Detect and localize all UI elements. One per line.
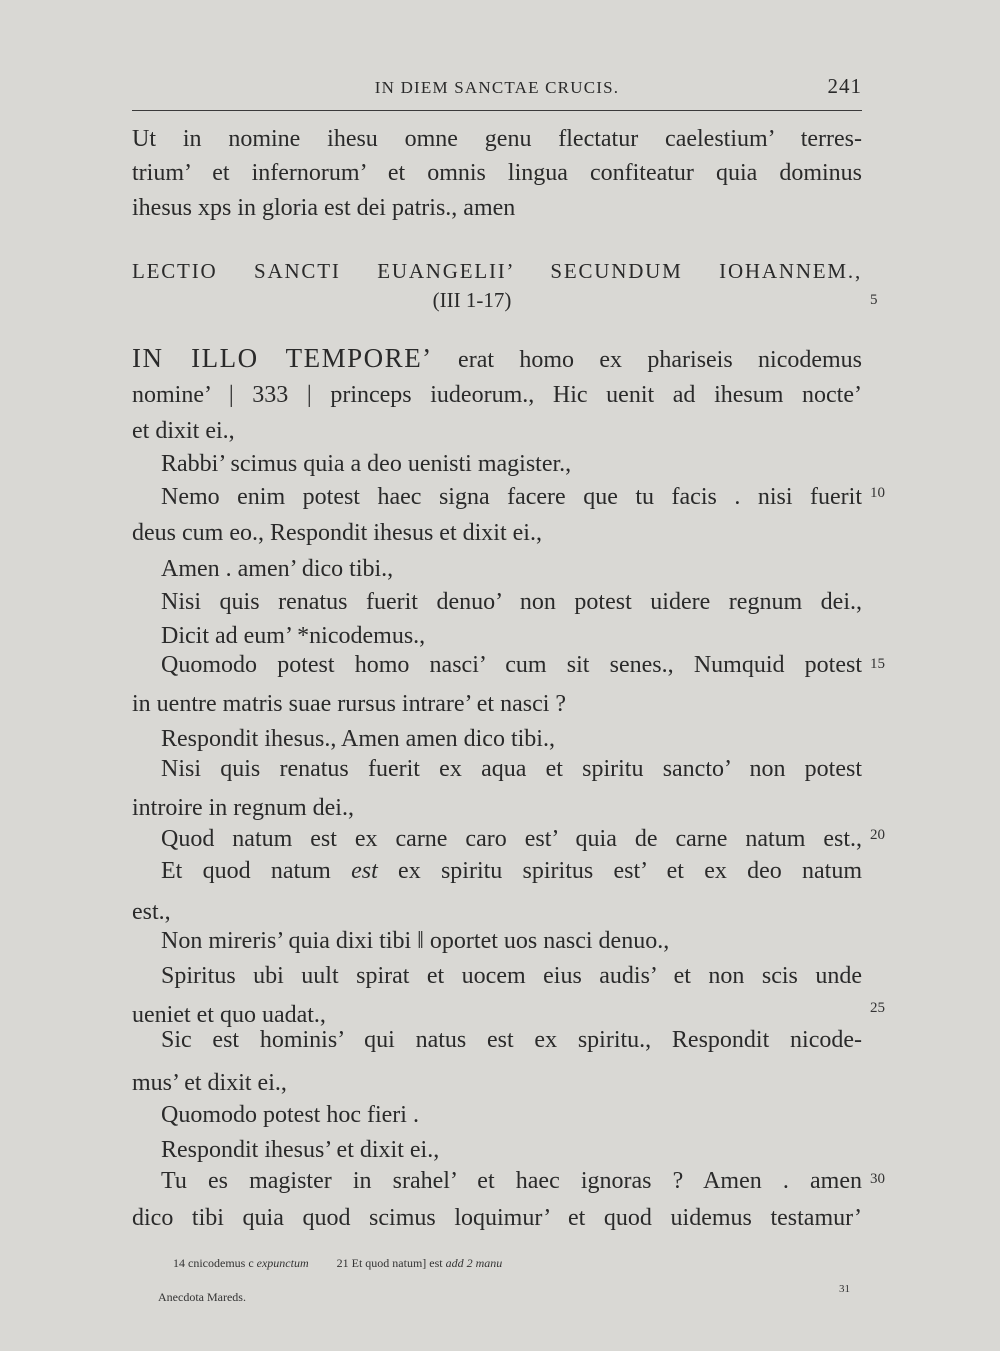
line-number: 15 xyxy=(870,656,885,672)
footnote-14: 14 cnicodemus c xyxy=(173,1256,254,1270)
text-line: trium’ et infernorum’ et omnis lingua confiteatur quia dominus xyxy=(132,160,862,186)
text-segment: ex spiritu spiritus est’ et ex deo natum xyxy=(398,858,863,884)
footnotes xyxy=(173,1256,502,1271)
page-header xyxy=(132,74,862,102)
text-line: introire in regnum dei., xyxy=(132,795,354,821)
header-rule xyxy=(132,110,862,111)
text-line: ueniet et quo uadat., xyxy=(132,1002,326,1028)
line-number: 5 xyxy=(870,292,878,308)
italic-word: est xyxy=(351,858,378,884)
text-line: in uentre matris suae rursus intrare’ et nasci ? xyxy=(132,691,567,717)
text-segment: erat homo ex phariseis nicodemus xyxy=(458,347,863,373)
text-line: ihesus xps in gloria est dei patris., amen xyxy=(132,195,516,221)
footnote-21: 21 Et quod natum] est xyxy=(336,1256,443,1270)
lection-reference: (III 1-17) xyxy=(432,288,512,312)
text-line: Rabbi’ scimus quia a deo uenisti magister., xyxy=(161,451,572,477)
text-line: Respondit ihesus., Amen amen dico tibi., xyxy=(161,726,555,752)
text-line: mus’ et dixit ei., xyxy=(132,1070,287,1096)
text-line: dico tibi quia quod scimus loquimur’ et quod uidemus testamur’ xyxy=(132,1205,862,1231)
line-number: 30 xyxy=(870,1171,885,1187)
footnote-21-note: add 2 manu xyxy=(445,1256,503,1270)
text-line: Quomodo potest hoc fieri . xyxy=(161,1102,419,1128)
text-line: Nisi quis renatus fuerit denuo’ non potest uidere regnum dei., xyxy=(161,589,862,615)
text-line: et dixit ei., xyxy=(132,418,235,444)
text-line: Spiritus ubi uult spirat et uocem eius audis’ et non scis unde xyxy=(161,963,862,989)
line-number: 20 xyxy=(870,827,885,843)
incipit: IN ILLO TEMPORE’ xyxy=(132,343,433,373)
text-line: Non mireris’ quia dixi tibi ‖ oportet uos nasci denuo., xyxy=(161,928,670,954)
text-line: Respondit ihesus’ et dixit ei., xyxy=(161,1137,440,1163)
text-line: nomine’ | 333 | princeps iudeorum., Hic uenit ad ihesum nocte’ xyxy=(132,382,862,408)
text-line: est., xyxy=(132,899,171,925)
text-line: Quod natum est ex carne caro est’ quia de carne natum est., xyxy=(161,826,862,852)
text-line: Amen . amen’ dico tibi., xyxy=(161,556,394,582)
page-number: 241 xyxy=(827,74,862,98)
text-line: Nemo enim potest haec signa facere que tu facis . nisi fuerit xyxy=(161,484,862,510)
signature-number: 31 xyxy=(839,1283,850,1295)
text-line: Dicit ad eum’ *nicodemus., xyxy=(161,623,426,649)
text-segment: Et quod natum xyxy=(161,858,331,884)
text-line xyxy=(161,856,862,886)
text-line: Tu es magister in srahel’ et haec ignoras ? Amen . amen xyxy=(161,1168,862,1194)
text-line: Ut in nomine ihesu omne genu flectatur caelestium’ terres- xyxy=(132,126,862,152)
signature-mark: Anecdota Mareds. xyxy=(158,1290,246,1304)
text-line: Nisi quis renatus fuerit ex aqua et spiritu sancto’ non potest xyxy=(161,756,862,782)
line-number: 10 xyxy=(870,485,885,501)
text-line: deus cum eo., Respondit ihesus et dixit ei., xyxy=(132,520,542,546)
text-line: Sic est hominis’ qui natus est ex spiritu., Respondit nicode- xyxy=(161,1027,862,1053)
line-number: 25 xyxy=(870,1000,885,1016)
lection-heading: LECTIO SANCTI EUANGELII’ SECUNDUM IOHANNEM., xyxy=(132,259,862,283)
text-line: Quomodo potest homo nasci’ cum sit senes., Numquid potest xyxy=(161,652,862,678)
running-title: IN DIEM SANCTAE CRUCIS. xyxy=(374,78,620,97)
text-line xyxy=(132,343,862,375)
footnote-14-note: expunctum xyxy=(256,1256,309,1270)
